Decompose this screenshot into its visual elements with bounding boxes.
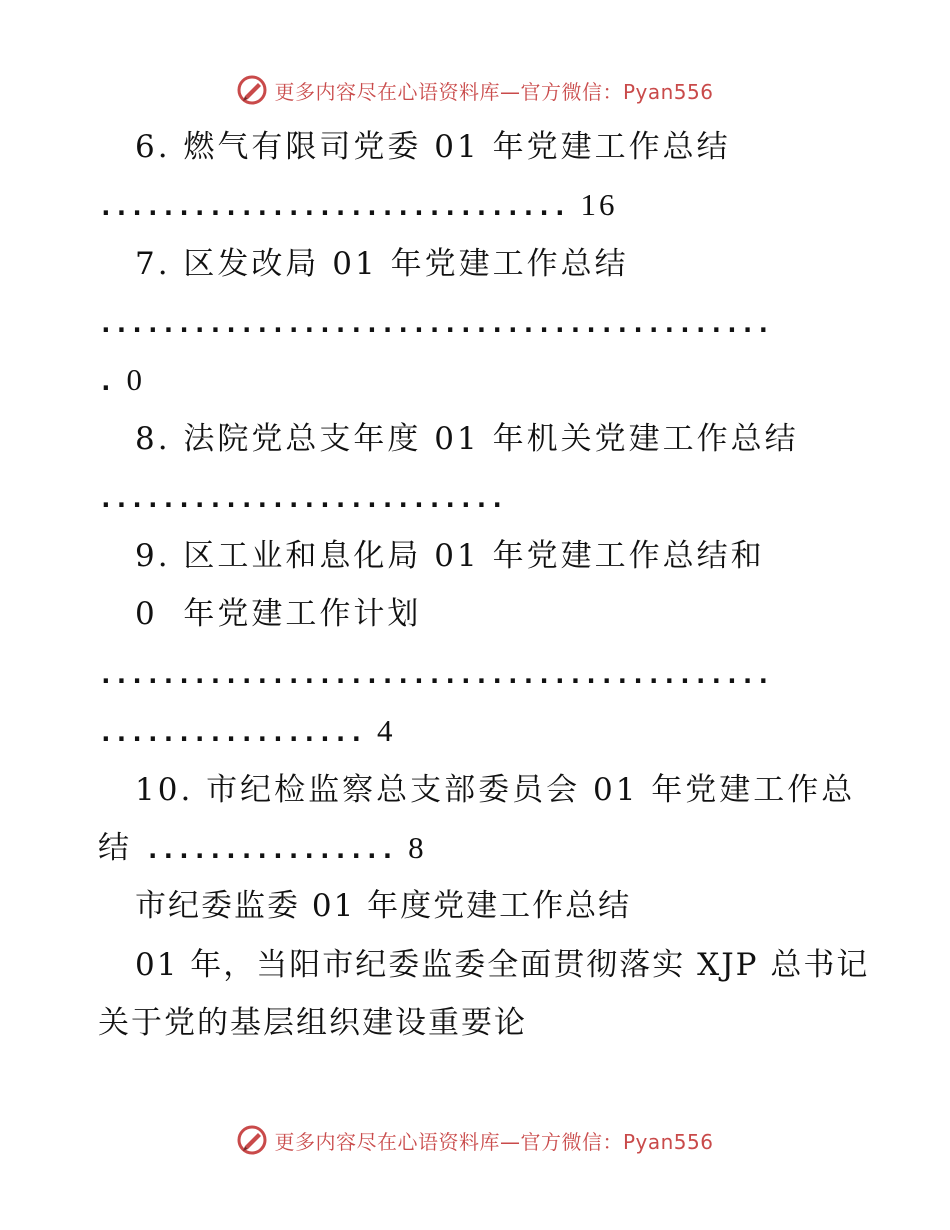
- seal-pen-logo-icon: [236, 74, 268, 106]
- toc-item-6-title[interactable]: 6. 燃气有限司党委 01 年党建工作总结: [135, 129, 731, 165]
- toc-item-10-page: 8: [408, 830, 427, 865]
- header-banner: [0, 70, 950, 110]
- toc-item-7-title[interactable]: 7. 区发改局 01 年党建工作总结: [135, 246, 629, 282]
- body-paragraph-line-2: 关于党的基层组织建设重要论: [98, 1005, 527, 1041]
- toc-item-8-dots: ..........................: [98, 484, 505, 514]
- footer-banner: [0, 1120, 950, 1160]
- body-paragraph-line-1: 01 年，当阳市纪委监委全面贯彻落实 XJP 总书记: [135, 947, 870, 983]
- toc-item-6-page: 16: [580, 187, 618, 222]
- toc-item-10-leader: [98, 828, 427, 870]
- toc-item-6-dots: ..............................: [98, 192, 568, 222]
- toc-item-7-dots: ...........................................: [98, 309, 772, 339]
- toc-item-6-leader: [98, 185, 617, 227]
- toc-item-7-leader: [98, 302, 771, 344]
- toc-item-9-page: 4: [376, 713, 396, 748]
- toc-item-10-dots: ................: [144, 835, 396, 865]
- toc-item-10-title[interactable]: 10. 市纪检监察总支部委员会 01 年党建工作总: [135, 772, 856, 808]
- toc-item-8-title[interactable]: 8. 法院党总支年度 01 年机关党建工作总结: [135, 421, 799, 457]
- section-heading: 市纪委监委 01 年度党建工作总结: [135, 888, 632, 924]
- toc-item-7-page: 0: [126, 362, 146, 397]
- toc-item-8-leader: [98, 477, 505, 519]
- toc-item-9-title[interactable]: 9. 区工业和息化局 01 年党建工作总结和: [135, 538, 765, 574]
- toc-item-7-dots2: .: [98, 367, 114, 397]
- toc-item-9-title-cont[interactable]: 0 年党建工作计划: [135, 596, 422, 632]
- toc-item-9-leader-cont: [98, 711, 395, 753]
- header-banner-text: 更多内容尽在心语资料库—官方微信：Pyan556: [274, 79, 714, 104]
- toc-item-9-dots: ...........................................: [98, 660, 772, 690]
- toc-item-9-dots2: .................: [98, 718, 365, 748]
- toc-item-9-leader: [98, 653, 771, 695]
- footer-banner-text: 更多内容尽在心语资料库—官方微信：Pyan556: [274, 1129, 714, 1154]
- seal-pen-logo-icon: [236, 1124, 268, 1156]
- toc-item-7-leader-cont: [98, 360, 145, 402]
- toc-item-10-title-cont[interactable]: 结: [98, 830, 132, 866]
